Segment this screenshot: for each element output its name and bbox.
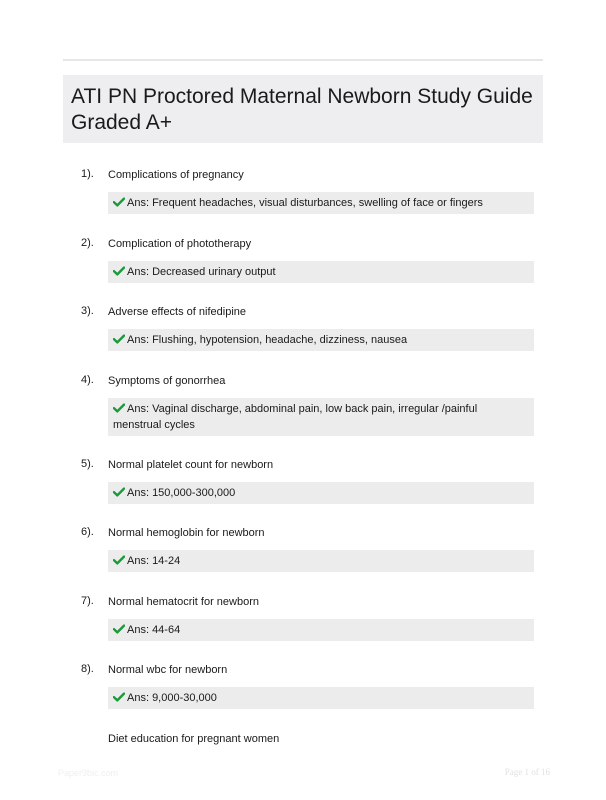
question-text: Complication of phototherapy (108, 238, 252, 250)
question-text: Normal platelet count for newborn (108, 459, 274, 471)
question-number: 5). (81, 458, 94, 470)
question-number: 4). (81, 374, 94, 386)
answer-box (108, 398, 534, 436)
answer-box (108, 550, 534, 572)
answer-text: Ans: 9,000-30,000 (127, 692, 217, 704)
check-icon (113, 692, 125, 702)
check-icon (113, 555, 125, 565)
question-text: Adverse effects of nifedipine (108, 306, 246, 318)
question-text: Complications of pregnancy (108, 169, 244, 181)
question-number: 1). (81, 168, 94, 180)
check-icon (113, 266, 125, 276)
document-title: ATI PN Proctored Maternal Newborn Study Guide Graded A+ (71, 85, 533, 134)
question-text: Normal hemoglobin for newborn (108, 527, 265, 539)
question-number: 7). (81, 595, 94, 607)
answer-box (108, 329, 534, 351)
answer-text: Ans: 44-64 (127, 624, 181, 636)
question-text: Diet education for pregnant women (108, 733, 280, 745)
question-text: Normal hematocrit for newborn (108, 596, 260, 608)
question-number: 3). (81, 305, 94, 317)
question-number: 2). (81, 237, 94, 249)
footer-watermark: Paper9bic.com (58, 768, 119, 778)
check-icon (113, 624, 125, 634)
answer-text: Ans: Frequent headaches, visual disturbances, swelling of face or fingers (127, 197, 483, 209)
question-text: Normal wbc for newborn (108, 664, 228, 676)
page-number: Page 1 of 16 (504, 767, 550, 777)
answer-box (108, 192, 534, 214)
answer-text: Ans: 14-24 (127, 555, 181, 567)
question-number: 6). (81, 526, 94, 538)
question-number: 8). (81, 663, 94, 675)
check-icon (113, 334, 125, 344)
answer-box (108, 261, 534, 283)
check-icon (113, 403, 125, 413)
question-text: Symptoms of gonorrhea (108, 375, 226, 387)
answer-text: Ans: 150,000-300,000 (127, 487, 236, 499)
answer-box (108, 482, 534, 504)
answer-box (108, 687, 534, 709)
check-icon (113, 487, 125, 497)
answer-text: Ans: Flushing, hypotension, headache, dizziness, nausea (127, 334, 408, 346)
answer-text: Ans: Decreased urinary output (127, 266, 276, 278)
answer-box (108, 619, 534, 641)
answer-text: Ans: Vaginal discharge, abdominal pain, low back pain, irregular /painful menstrual cycles (113, 403, 478, 431)
check-icon (113, 197, 125, 207)
